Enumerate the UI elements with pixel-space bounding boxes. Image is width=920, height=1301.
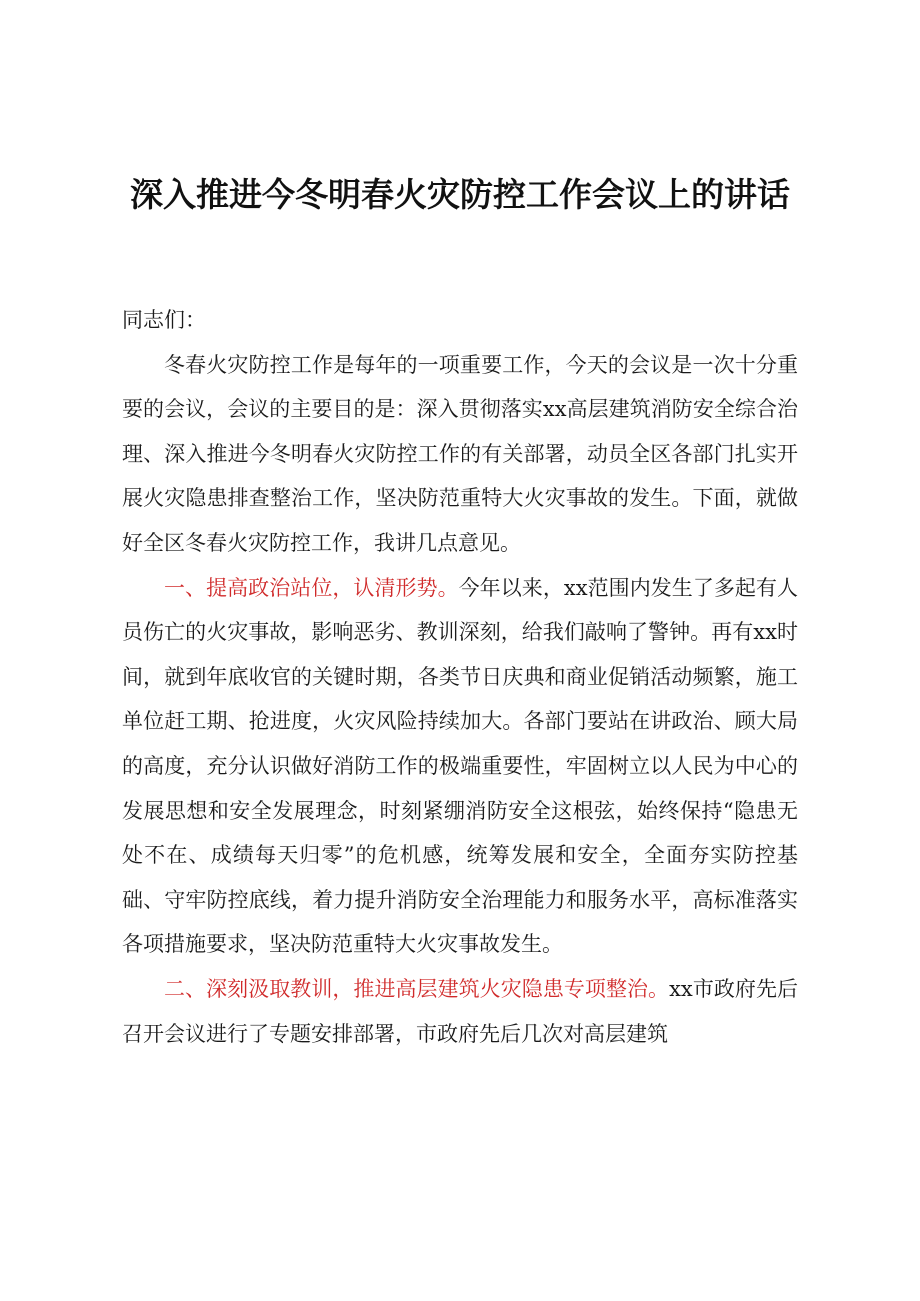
section-paragraph-1	[122, 566, 798, 967]
intro-paragraph: 冬春火灾防控工作是每年的一项重要工作，今天的会议是一次十分重要的会议，会议的主要目的是：深入贯彻落实xx高层建筑消防安全综合治理、深入推进今冬明春火灾防控工作的有关部署，动员全区各部门扎实开展火灾隐患排查整治工作，坚决防范重特大火灾事故的发生。下面，就做好全区冬春火灾防控工作，我讲几点意见。	[122, 352, 798, 555]
section-heading-2: 二、深刻汲取教训，推进高层建筑火灾隐患专项整治。	[164, 976, 670, 1001]
document-body	[122, 298, 798, 1056]
section-paragraph-2	[122, 967, 798, 1056]
section-text-1: 今年以来，xx范围内发生了多起有人员伤亡的火灾事故，影响恶劣、教训深刻，给我们敲响了警钟。再有xx时间，就到年底收官的关键时期，各类节日庆典和商业促销活动频繁，施工单位赶工期、抢进度，火灾风险持续加大。各部门要站在讲政治、顾大局的高度，充分认识做好消防工作的极端重要性，牢固树立以人民为中心的发展思想和安全发展理念，时刻紧绷消防安全这根弦，始终保持“隐患无处不在、成绩每天归零”的危机感，统筹发展和安全，全面夯实防控基础、守牢防控底线，着力提升消防安全治理能力和服务水平，高标准落实各项措施要求，坚决防范重特大火灾事故发生。	[122, 575, 799, 957]
document-title: 深入推进今冬明春火灾防控工作会议上的讲话	[130, 175, 790, 214]
salutation: 同志们：	[122, 308, 206, 332]
section-text-2: xx市政府先后召开会议进行了专题安排部署，市政府先后几次对高层建筑	[122, 976, 799, 1046]
section-heading-1: 一、提高政治站位，认清形势。	[164, 575, 459, 600]
